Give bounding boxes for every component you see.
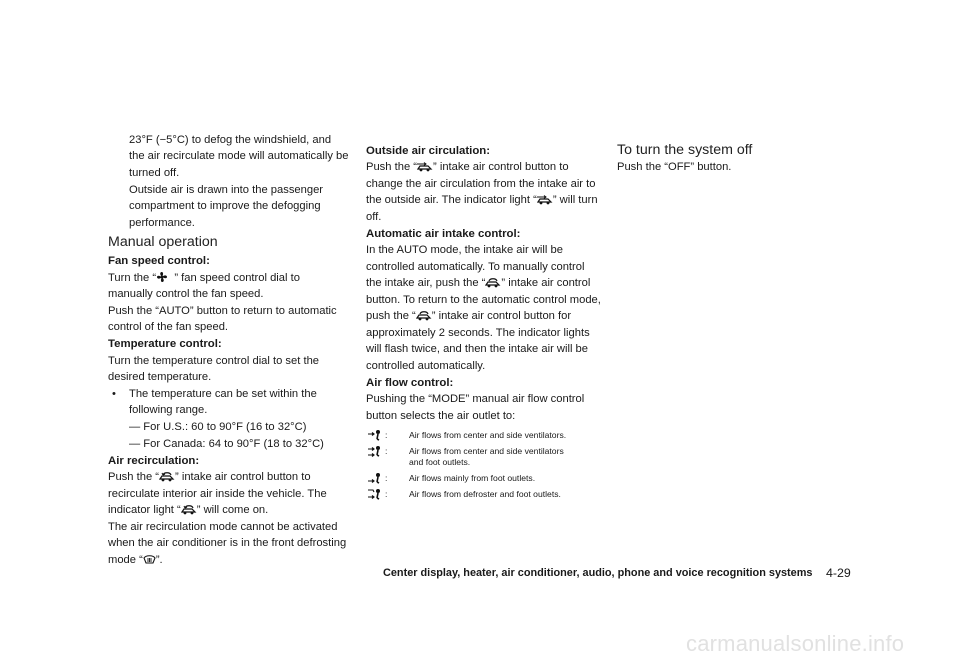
outside-air-note-line: compartment to improve the defogging bbox=[129, 200, 321, 212]
defrost-foot-mode-icon bbox=[367, 487, 382, 505]
mode-bilevel-description: and foot outlets. bbox=[409, 457, 471, 467]
continued-text-line: the air recirculate mode will automatically be bbox=[129, 150, 349, 162]
mode-colon: : bbox=[385, 446, 388, 456]
outside-air-line: the outside air. The indicator light “ ” will turn bbox=[366, 192, 598, 211]
outside-air-note-line: Outside air is drawn into the passenger bbox=[129, 184, 324, 196]
fan-speed-line: control of the fan speed. bbox=[108, 321, 229, 333]
continued-text-line: 23°F (−5°C) to defog the windshield, and bbox=[129, 134, 332, 146]
temperature-heading: Temperature control: bbox=[108, 338, 222, 350]
mode-bilevel-description: Air flows from center and side ventilators bbox=[409, 446, 564, 456]
auto-intake-heading: Automatic air intake control: bbox=[366, 228, 521, 240]
air-recirculation-line: recirculate interior air inside the vehicle. The bbox=[108, 488, 327, 500]
auto-intake-line: approximately 2 seconds. The indicator lights bbox=[366, 327, 590, 339]
auto-intake-line: button. To return to the automatic control mode, bbox=[366, 294, 601, 306]
bullet: • bbox=[112, 388, 116, 400]
fan-speed-line: Push the “AUTO” button to return to automatic bbox=[108, 305, 337, 317]
outside-air-line: off. bbox=[366, 211, 382, 223]
outside-air-note-line: performance. bbox=[129, 217, 195, 229]
footer-section-title: Center display, heater, air conditioner, audio, phone and voice recognition systems bbox=[383, 567, 813, 579]
air-recirculation-line: Push the “ ” intake air control button to bbox=[108, 469, 311, 488]
continued-text-line: turned off. bbox=[129, 167, 180, 179]
page-number: 4-29 bbox=[826, 566, 851, 580]
auto-intake-line: the intake air, push the “ ” intake air control bbox=[366, 275, 590, 294]
mode-vent-description: Air flows from center and side ventilators. bbox=[409, 430, 567, 440]
temperature-line: desired temperature. bbox=[108, 371, 212, 383]
air-recirculation-line: indicator light “ ” will come on. bbox=[108, 502, 268, 521]
temperature-bullet-line: The temperature can be set within the bbox=[129, 388, 317, 400]
temperature-bullet-line: following range. bbox=[129, 404, 208, 416]
air-flow-line: button selects the air outlet to: bbox=[366, 410, 516, 422]
fan-speed-line: Turn the “ ” fan speed control dial to bbox=[108, 270, 300, 289]
us-range-line: — For U.S.: 60 to 90°F (16 to 32°C) bbox=[129, 421, 307, 433]
outside-air-car-icon bbox=[537, 194, 553, 211]
air-recirculation-line: The air recirculation mode cannot be activated bbox=[108, 521, 338, 533]
mode-colon: : bbox=[385, 430, 388, 440]
auto-intake-line: push the “ ” intake air control button for bbox=[366, 308, 571, 327]
front-defrost-icon bbox=[143, 554, 156, 571]
outside-air-line: change the air circulation from the intake air to bbox=[366, 178, 596, 190]
outside-air-line: Push the “ ” intake air control button to bbox=[366, 159, 569, 178]
manual-operation-heading: Manual operation bbox=[108, 234, 218, 250]
auto-intake-line: controlled automatically. To manually control bbox=[366, 261, 585, 273]
mode-colon: : bbox=[385, 473, 388, 483]
outside-air-heading: Outside air circulation: bbox=[366, 145, 491, 157]
auto-intake-line: controlled automatically. bbox=[366, 360, 486, 372]
canada-range-line: — For Canada: 64 to 90°F (18 to 32°C) bbox=[129, 438, 324, 450]
air-flow-heading: Air flow control: bbox=[366, 377, 454, 389]
mode-colon: : bbox=[385, 489, 388, 499]
turn-off-instruction: Push the “OFF” button. bbox=[617, 161, 732, 173]
air-recirculation-line: mode “ ”. bbox=[108, 552, 163, 571]
watermark: carmanualsonline.info bbox=[686, 631, 905, 656]
turn-system-off-heading: To turn the system off bbox=[617, 142, 753, 158]
fan-speed-line: manually control the fan speed. bbox=[108, 288, 264, 300]
auto-intake-line: will flash twice, and then the intake air will be bbox=[366, 343, 588, 355]
mode-foot-description: Air flows mainly from foot outlets. bbox=[409, 473, 536, 483]
bi-level-mode-icon bbox=[367, 444, 382, 462]
mode-defrost-foot-description: Air flows from defroster and foot outlets. bbox=[409, 489, 561, 499]
air-recirculation-heading: Air recirculation: bbox=[108, 455, 200, 467]
fan-speed-heading: Fan speed control: bbox=[108, 255, 210, 267]
air-flow-line: Pushing the “MODE” manual air flow control bbox=[366, 393, 585, 405]
temperature-line: Turn the temperature control dial to set the bbox=[108, 355, 320, 367]
air-recirculation-line: when the air conditioner is in the front defrosting bbox=[108, 537, 347, 549]
auto-intake-line: In the AUTO mode, the intake air will be bbox=[366, 244, 563, 256]
